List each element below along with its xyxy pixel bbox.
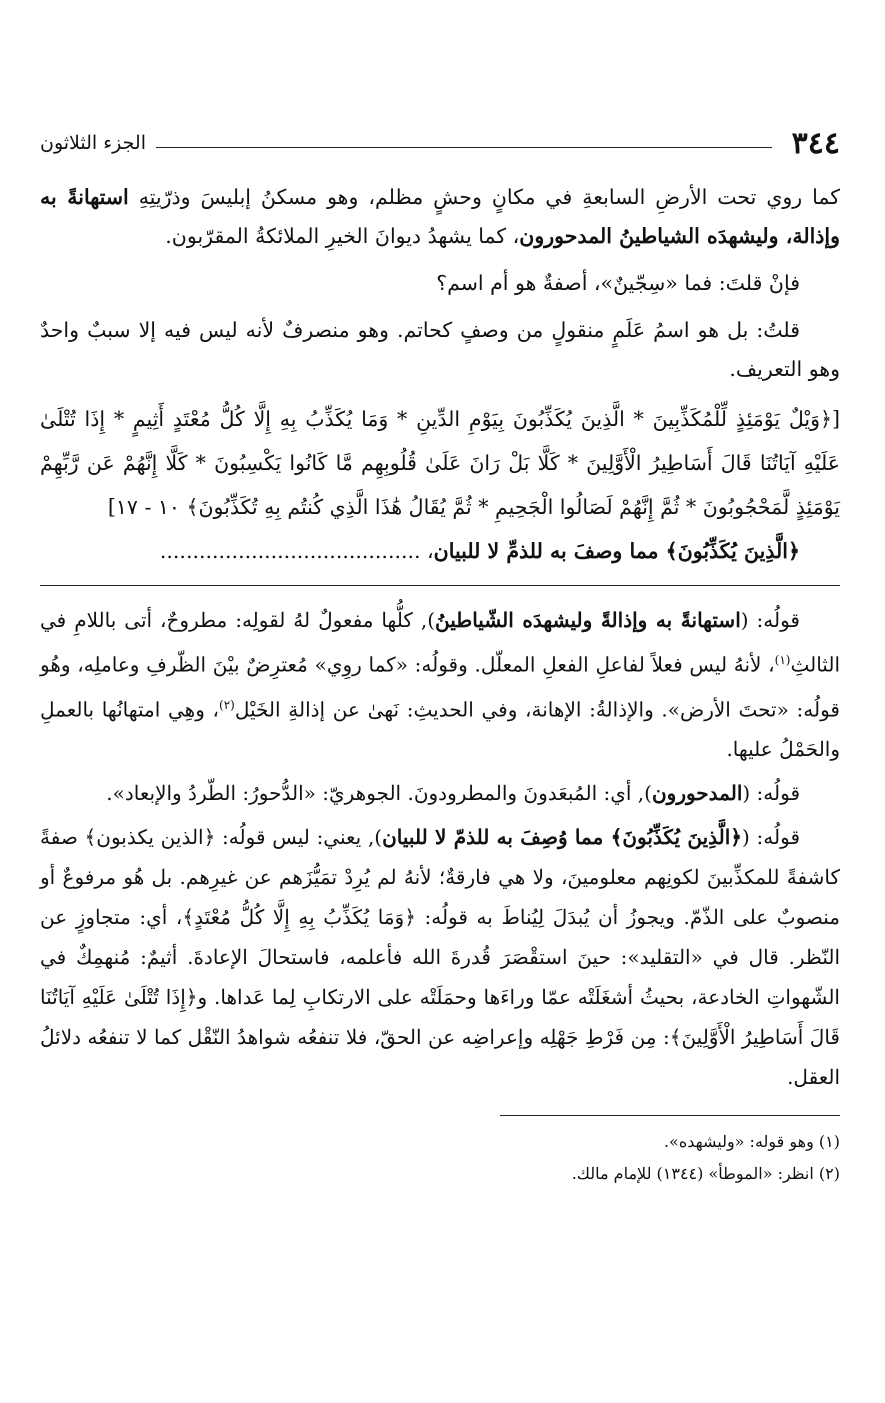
commentary-paragraph-3 — [40, 817, 840, 1097]
main-paragraph-1-part-c: ، كما يشهدُ ديوانَ الخيرِ الملائكةُ المقرّبون. — [165, 224, 520, 248]
page — [40, 120, 840, 1190]
main-paragraph-2: فإنْ قلتَ: فما «سِجّينٌ»، أصفةٌ هو أم اسم؟ — [436, 271, 800, 295]
footnote-ref-2: (٢) — [219, 697, 235, 712]
footnote-rule — [500, 1115, 840, 1116]
main-text — [40, 178, 840, 571]
header-rule — [156, 147, 772, 148]
main-paragraph-1 — [40, 178, 840, 256]
commentary-paragraph-2 — [40, 773, 840, 813]
quran-tail-verse: ﴿الَّذِينَ يُكَذِّبُونَ﴾ — [658, 539, 800, 563]
footnote-ref-1: (١) — [774, 653, 791, 667]
commentary-1-open: قولُه: ( — [740, 608, 800, 632]
commentary-1-bold: استهانةً به وإذالةً وليشهدَه الشّياطينُ — [435, 608, 741, 632]
footnotes — [40, 1126, 840, 1190]
commentary-paragraph-1 — [40, 600, 840, 769]
commentary-2-open: قولُه: ( — [742, 781, 800, 806]
running-head: الجزء الثلاثون — [40, 132, 146, 154]
main-paragraph-3: قلتُ: بل هو اسمُ عَلَمٍ منقولٍ من وصفٍ كحاتم. وهو منصرفٌ لأنه ليس فيه إلا سببٌ واحدٌ وهو التعريف. — [40, 318, 840, 381]
commentary-2-text: ), أي: المُبعَدونَ والمطرودونَ. الجوهريّ: «الدُّحورُ: الطّردُ والإبعاد». — [106, 781, 652, 806]
footnote-1: (١) وهو قوله: «وليشهده». — [663, 1132, 840, 1152]
page-number: ٣٤٤ — [791, 125, 840, 161]
quran-tail — [40, 531, 840, 571]
commentary-1-text-3: ، وهِي امتهانُها بالعملِ والحَمْلُ عليها. — [40, 697, 840, 762]
main-paragraph-1-part-a: كما روي تحت الأرضِ السابعةِ في مكانٍ وحشٍ مظلم، وهو مسكنُ إبليسَ وذرّيتِهِ — [128, 185, 840, 209]
quran-tail-bold: مما وصفَ به للذمِّ لا للبيان — [433, 539, 659, 563]
commentary-3-text: ), يعني: ليس قولُه: ﴿الذين يكذبون﴾ صفةً كاشفةً للمكذِّبينَ لكونِهم معلومينَ، ولا هي فارقةٌ؛ لأنهُ لم يُرِدْ تمَيُّزَهم عن غيرِهم. بل هُو مرفوعٌ أو منصوبٌ على الذّمّ. ويجوزُ أن يُبدَلَ لِيُناطَ به قولُه: ﴿وَمَا يُكَذِّبُ بِهِ إِلَّا كُلُّ مُعْتَدٍ﴾، أي: متجاوزٍ عن النّظر. قال في «التقليد»: حينَ استقْصَرَ قُدرةَ الله فأعلمه، فاستحالَ الإعادةَ. أثيمٌ: مُنهمِكٌ في الشّهواتِ الخادعة، بحيثُ أشغَلَتْه عمّا وراءَها وحمَلَتْه على الارتكابِ لِما عَداها. و﴿إِذَا تُتْلَىٰ عَلَيْهِ آيَاتُنَا قَالَ أَسَاطِيرُ الْأَوَّلِينَ﴾: مِن فَرْطِ جَهْلِه وإعراضِه عن الحقّ، فلا تنفعُه شواهدُ النّقْل كما لا تنفعُه دلائلُ العقل. — [40, 825, 841, 1090]
quran-tail-dots: ، ........................................ — [159, 539, 434, 563]
commentary-3-open: قولُه: ( — [742, 825, 801, 850]
section-divider — [40, 585, 840, 586]
commentary — [40, 600, 840, 1097]
quran-verses: [﴿وَيْلٌ يَوْمَئِذٍ لِّلْمُكَذِّبِينَ * الَّذِينَ يُكَذِّبُونَ بِيَوْمِ الدِّينِ * وَمَا يُكَذِّبُ بِهِ إِلَّا كُلُّ مُعْتَدٍ أَثِيمٍ * إِذَا تُتْلَىٰ عَلَيْهِ آيَاتُنَا قَالَ أَسَاطِيرُ الْأَوَّلِينَ * كَلَّا بَلْ رَانَ عَلَىٰ قُلُوبِهِم مَّا كَانُوا يَكْسِبُونَ * كَلَّا إِنَّهُمْ عَن رَّبِّهِمْ يَوْمَئِذٍ لَّمَحْجُوبُونَ * ثُمَّ إِنَّهُمْ لَصَالُوا الْجَحِيمِ * ثُمَّ يُقَالُ هَٰذَا الَّذِي كُنتُم بِهِ تُكَذِّبُونَ﴾ ١٠ - ١٧] — [40, 407, 840, 519]
commentary-1-text-2: ، لأنهُ ليس فعلاً لفاعلِ الفعلِ المعلّل. وقولُه: «كما روِي» مُعترِضٌ بيْنَ الظّرفِ وعاملِه، وهُو قولُه: «تحتَ الأرض». والإذالةُ: الإهانة، وفي الحديثِ: نَهىٰ عن إذالةِ الخَيْل — [40, 652, 840, 722]
commentary-1-text: ), كلُّها مفعولٌ لهُ لقولِه: مطروحٌ، أتى باللامِ في الثالثِ — [40, 608, 840, 677]
page-header — [40, 120, 840, 166]
commentary-2-bold: المدحورون — [651, 781, 743, 806]
commentary-3-bold: ﴿الَّذِينَ يُكَذِّبُونَ﴾ مما وُصِفَ به للذمّ لا للبيان — [382, 825, 743, 850]
footnote-2: (٢) انظر: «الموطأ» (١٣٤٤) للإمام مالك. — [571, 1164, 840, 1184]
main-paragraph-1-bold: استهانةً به وإذالة، وليشهدَه الشياطينُ المدحورون — [40, 185, 840, 248]
